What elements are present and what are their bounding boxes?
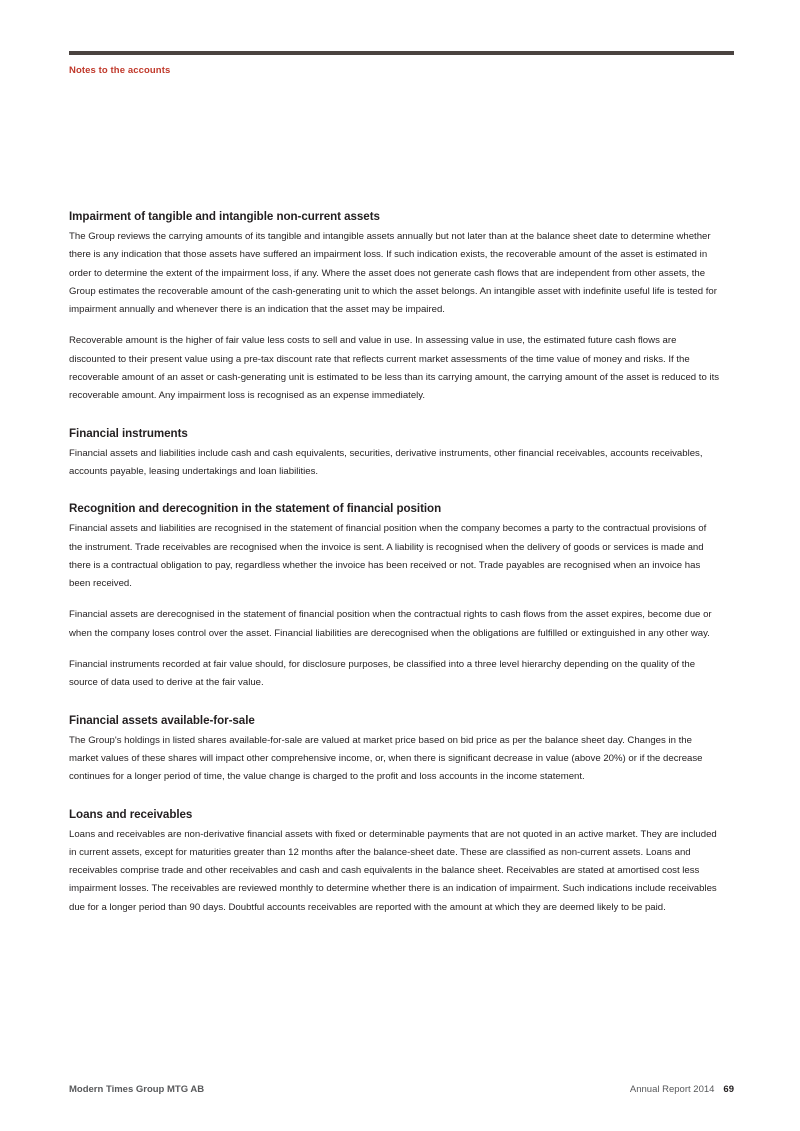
section-paragraph: The Group's holdings in listed shares available-for-sale are valued at market price based on bid price as per the balance sheet day. Changes in the market values of these shares will impact other comprehensive income, or, when there is significant decrease in value (above 20%) or if the decrease continues for a longer period of time, the value change is charged to the profit and loss accounts in the income statement.: [69, 734, 703, 783]
section-heading: Recognition and derecognition in the statement of financial position: [69, 502, 442, 516]
section-heading: Financial instruments: [69, 426, 188, 440]
section-paragraph: Financial assets and liabilities include cash and cash equivalents, securities, derivative instruments, other financial receivables, accounts receivables, accounts payable, leasing undertakings and loan liabilities.: [69, 447, 703, 477]
footer-company-name: Modern Times Group MTG AB: [69, 1084, 205, 1095]
section-loans-and-receivables: [69, 808, 722, 917]
section-impairment: [69, 210, 722, 406]
section-heading: Loans and receivables: [69, 807, 193, 821]
section-paragraph: Financial assets and liabilities are recognised in the statement of financial position when the company becomes a party to the contractual provisions of the instrument. Trade receivables are recognised when the invoice is sent. A liability is recognised when the delivery of goods or services is made and there is a contractual obligation to pay, regardless whether the invoice has been received or not. Trade payables are recognised when an invoice has been received.: [69, 523, 707, 590]
section-paragraph: Loans and receivables are non-derivative financial assets with fixed or determinable payments that are not quoted in an active market. They are included in current assets, except for maturities greater than 12 months after the balance-sheet date. These are classified as non-current assets. Loans and receivables comprise trade and other receivables and cash and cash equivalents in the balance sheet. Receivables are stated at amortised cost less impairment losses. The receivables are reviewed monthly to determine whether there is an indication of impairment. Such indications include receivables due for a longer period than 90 days. Doubtful accounts receivables are reported with the amount at which they are deemed likely to be paid.: [69, 828, 717, 913]
header-rule: [69, 51, 734, 55]
section-financial-instruments: [69, 427, 722, 482]
section-financial-assets-available-for-sale: [69, 714, 722, 787]
section-paragraph: The Group reviews the carrying amounts of its tangible and intangible assets annually but not later than at the balance sheet date to determine whether there is any indication that those assets have suffered an impairment loss. If such indication exists, the recoverable amount of the asset is estimated in order to determine the extent of the impairment loss, if any. Where the asset does not generate cash flows that are independent from other assets, the Group estimates the recoverable amount of the cash-generating unit to which the asset belongs. An intangible asset with indefinite useful life is tested for impairment annually and whenever there is an indication that the asset may be impaired.: [69, 231, 717, 316]
footer-report-info: [630, 1084, 734, 1095]
section-recognition-derecognition: [69, 502, 722, 692]
page-footer: [0, 1084, 800, 1104]
section-heading: Impairment of tangible and intangible non-current assets: [69, 210, 380, 223]
section-paragraph: Financial assets are derecognised in the statement of financial position when the contractual rights to cash flows from the asset expires, become due or when the company loses control over the asset. Financial liabilities are derecognised when the obligations are fulfilled or extinguished in any other way.: [69, 609, 712, 639]
section-heading: Financial assets available-for-sale: [69, 713, 255, 727]
section-header-label: Notes to the accounts: [69, 65, 171, 76]
page-content: [69, 210, 722, 917]
section-paragraph: Recoverable amount is the higher of fair value less costs to sell and value in use. In assessing value in use, the estimated future cash flows are discounted to their present value using a pre-tax discount rate that reflects current market assessments of the time value of money and risks. If the recoverable amount of an asset or cash-generating unit is estimated to be less than its carrying amount, the carrying amount of the asset is reduced to its recoverable amount. Any impairment loss is recognised as an expense immediately.: [69, 335, 720, 402]
footer-page-number: 69: [723, 1084, 734, 1095]
section-paragraph: Financial instruments recorded at fair value should, for disclosure purposes, be classified into a three level hierarchy depending on the quality of the source of data used to derive at the fair value.: [69, 659, 696, 689]
footer-report-title: Annual Report 2014: [629, 1084, 715, 1095]
